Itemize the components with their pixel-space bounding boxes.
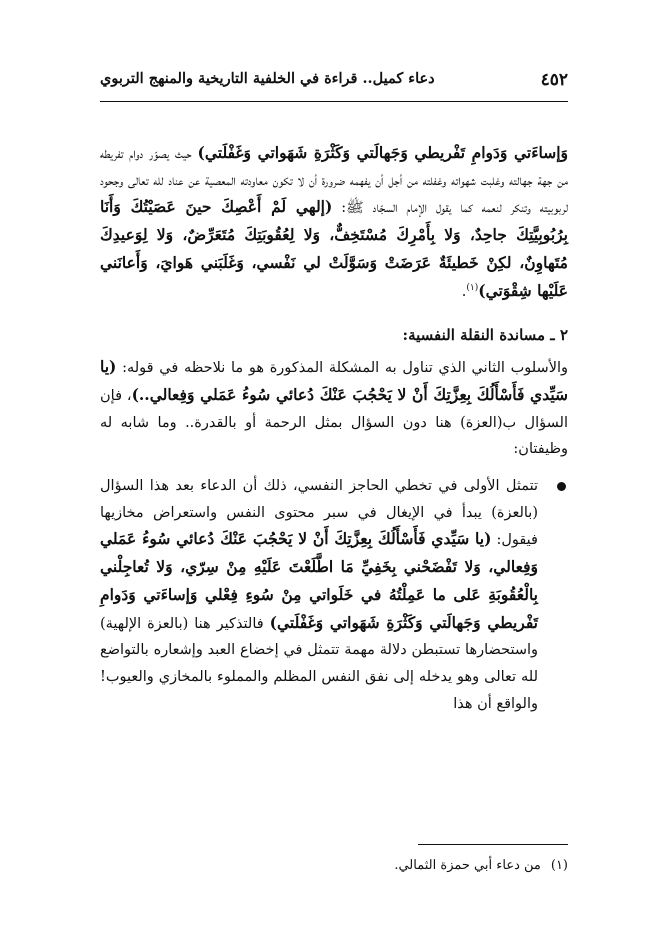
bullet-paragraph xyxy=(100,473,568,717)
paragraph-text: تتمثل الأولى في تخطي الحاجز النفسي، ذلك أن الدعاء بعد هذا السؤال (بالعزة) يبدأ في الإيغال في سبر محتوى النفس واستعراض مخازيها فيقول: xyxy=(100,478,538,549)
paragraph-2 xyxy=(100,354,568,463)
paragraph-end: . xyxy=(461,283,467,300)
paragraph-text: فالتذكير هنا (بالعزة الإلهية) واستحضارها تستبطن دلالة مهمة تتمثل في إخضاع العبد وإشعاره بالتواضع لله تعالى وهو يدخله إلى نفق النفس المظلم والمملوء بالمخازي والعيوب! والواقع أن هذا xyxy=(100,615,538,712)
paragraph-1 xyxy=(100,140,568,305)
bullet-item xyxy=(100,473,568,717)
bullet-icon xyxy=(557,482,566,491)
supplication-quote: (يا سَيِّدي فَأَسْأَلُكَ بِعِزَّتِكَ أَنْ لا يَحْجُبَ عَنْكَ دُعائي سُوءُ عَمَلي وَفِعالي، وَلا تَفْضَحْني بِخَفِيِّ مَا اطَّلَعْتَ عَلَيْهِ مِنْ سِرّي، وَلا تُعاجِلْني بِالْعُقُوبَةِ عَلى ما عَمِلْتُهُ في خَلَواتي مِنْ سُوءِ فِعْلي وَإساءَتي وَدَوامِ تَفْريطي وَجَهالَتي وَكَثْرَةِ شَهَواتي وَغَفْلَتي) xyxy=(100,529,538,632)
main-text xyxy=(100,140,568,717)
running-title: دعاء كميل.. قراءة في الخلفية التاريخية والمنهج التربوي xyxy=(100,70,435,87)
section-heading: ٢ ـ مساندة النقلة النفسية: xyxy=(402,326,568,345)
page-number: ٤٥٢ xyxy=(540,70,568,90)
page-header xyxy=(100,66,568,96)
supplication-quote: (يا سَيِّدي فَأَسْأَلُكَ بِعِزَّتِكَ أَنْ لا يَحْجُبَ عَنْكَ دُعائي سُوءُ عَمَلي وَفِعالي..) xyxy=(100,357,568,404)
footnote-divider xyxy=(418,844,568,845)
footnote-mark: (١) xyxy=(550,858,568,873)
paragraph-text: حيث يصوّر دوام تفريطه من جهة جهالته وغلبت شهواته وغفلته من أجل أن يفهمه ضرورة أن لا تكون معاودته المعصية عن عناد لله تعالى وجحود لربوبيته وتنكر لنعمه كما يقول الإمام السجّاد ﷺ: xyxy=(100,146,568,217)
supplication-quote: (إلهي لَمْ أَعْصِكَ حينَ عَصَيْتُكَ وَأَنَا بِرُبُوبِيَّتِكَ جاحِدٌ، وَلا بِأَمْرِكَ مُسْتَخِفٌّ، وَلا لِعُقُوبَتِكَ مُتَعَرِّضٌ، وَلا لِوَعيدِكَ مُتَهاوِنٌ، لكِنْ خَطيئَةٌ عَرَضَتْ وَسَوَّلَتْ لي نَفْسي، وَغَلَبَني هَوايَ، وَأَعانَني عَلَيْها شِقْوَتي) xyxy=(100,197,568,300)
paragraph-text: ، فإن السؤال ب(العزة) هنا دون السؤال بمثل الرحمة أو بالقدرة.. وما شابه له وظيفتان: xyxy=(100,387,568,458)
footnote xyxy=(100,856,568,876)
paragraph-text: والأسلوب الثاني الذي تناول به المشكلة المذكورة هو ما نلاحظه في قوله: xyxy=(116,360,568,377)
footnote-text: من دعاء أبي حمزة الثمالي. xyxy=(394,858,541,873)
footnote-reference[interactable]: (١) xyxy=(466,282,479,293)
supplication-quote: وَإساءَتي وَدَوامِ تَفْريطي وَجَهالَتي وَكَثْرَةِ شَهَواتي وَغَفْلَتي) xyxy=(197,143,568,162)
header-divider xyxy=(100,101,568,102)
